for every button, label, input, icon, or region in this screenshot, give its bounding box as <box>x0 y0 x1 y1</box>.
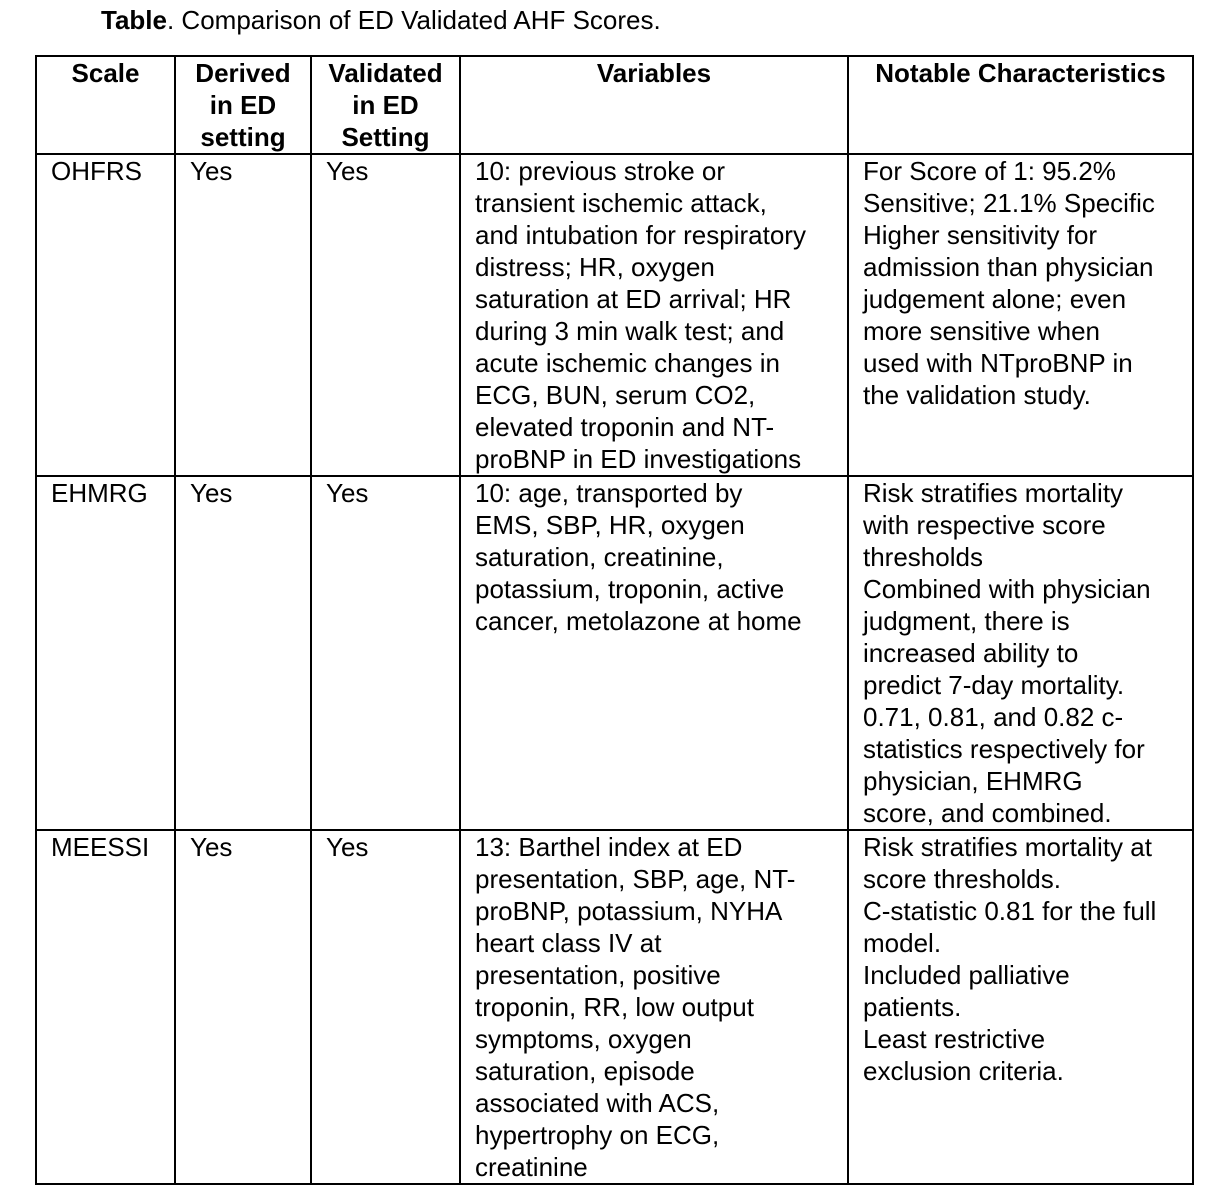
cell-notable-line: Risk stratifies mortality at <box>863 832 1152 862</box>
cell-notable <box>848 476 1193 830</box>
cell-variables-line: troponin, RR, low output <box>475 992 754 1022</box>
cell-variables <box>460 154 848 476</box>
cell-variables-line: during 3 min walk test; and <box>475 316 785 346</box>
cell-variables-line: acute ischemic changes in <box>475 348 780 378</box>
cell-notable-line: score thresholds. <box>863 864 1061 894</box>
cell-variables-line: potassium, troponin, active <box>475 574 785 604</box>
cell-notable-line: For Score of 1: 95.2% <box>863 156 1116 186</box>
cell-notable-line: judgement alone; even <box>863 284 1127 314</box>
cell-variables-line: cancer, metolazone at home <box>475 606 802 636</box>
table-row-ehmrg <box>36 476 1193 830</box>
cell-variables-line: proBNP, potassium, NYHA <box>475 896 783 926</box>
cell-variables-line: ECG, BUN, serum CO2, <box>475 380 756 410</box>
cell-notable-line: patients. <box>863 992 962 1022</box>
header-variables <box>460 56 848 154</box>
cell-variables-line: elevated troponin and NT- <box>475 412 775 442</box>
cell-variables-line: distress; HR, oxygen <box>475 252 715 282</box>
cell-notable-line: physician, EHMRG <box>863 766 1083 796</box>
cell-validated: Yes <box>311 830 460 1184</box>
header-derived-line: Derived <box>195 58 291 88</box>
cell-variables-line: saturation, episode <box>475 1056 695 1086</box>
table-header-row <box>36 56 1193 154</box>
header-validated <box>311 56 460 154</box>
cell-notable-line: thresholds <box>863 542 983 572</box>
cell-variables-line: creatinine <box>475 1152 588 1182</box>
cell-validated: Yes <box>311 476 460 830</box>
header-validated-line: in ED <box>352 90 419 120</box>
cell-variables-line: hypertrophy on ECG, <box>475 1120 720 1150</box>
cell-notable-line: increased ability to <box>863 638 1079 668</box>
cell-variables-line: saturation, creatinine, <box>475 542 724 572</box>
caption-label: Table <box>101 5 167 35</box>
cell-variables-line: EMS, SBP, HR, oxygen <box>475 510 745 540</box>
header-derived-line: in ED <box>209 90 277 120</box>
cell-scale: EHMRG <box>36 476 175 830</box>
comparison-table <box>35 55 1194 1185</box>
cell-notable-line: C-statistic 0.81 for the full <box>863 896 1157 926</box>
cell-notable-line: used with NTproBNP in <box>863 348 1133 378</box>
cell-variables-line: saturation at ED arrival; HR <box>475 284 792 314</box>
header-notable <box>848 56 1193 154</box>
cell-variables-line: and intubation for respiratory <box>475 220 806 250</box>
header-scale-line: Scale <box>71 58 140 88</box>
cell-variables-line: symptoms, oxygen <box>475 1024 692 1054</box>
table-row-ohfrs <box>36 154 1193 476</box>
cell-notable <box>848 830 1193 1184</box>
cell-notable-line: model. <box>863 928 942 958</box>
header-variables-line: Variables <box>596 58 712 88</box>
cell-notable-line: the validation study. <box>863 380 1091 410</box>
cell-notable-line: Least restrictive <box>863 1024 1046 1054</box>
cell-variables-line: 13: Barthel index at ED <box>475 832 743 862</box>
cell-derived: Yes <box>175 476 311 830</box>
cell-variables-line: 10: previous stroke or <box>475 156 726 186</box>
cell-variables-line: 10: age, transported by <box>475 478 743 508</box>
cell-notable-line: admission than physician <box>863 252 1154 282</box>
header-scale <box>36 56 175 154</box>
cell-scale: OHFRS <box>36 154 175 476</box>
cell-variables <box>460 830 848 1184</box>
cell-notable-line: Sensitive; 21.1% Specific <box>863 188 1155 218</box>
cell-notable-line: Risk stratifies mortality <box>863 478 1124 508</box>
header-derived-line: setting <box>200 122 286 152</box>
cell-variables-line: proBNP in ED investigations <box>475 444 802 474</box>
header-notable-line: Notable Characteristics <box>875 58 1166 88</box>
header-validated-line: Setting <box>341 122 430 152</box>
header-validated-line: Validated <box>328 58 443 88</box>
cell-scale: MEESSI <box>36 830 175 1184</box>
header-derived <box>175 56 311 154</box>
cell-validated: Yes <box>311 154 460 476</box>
cell-derived: Yes <box>175 830 311 1184</box>
cell-notable-line: exclusion criteria. <box>863 1056 1064 1086</box>
cell-notable-line: Combined with physician <box>863 574 1151 604</box>
cell-notable-line: score, and combined. <box>863 798 1112 828</box>
cell-notable-line: more sensitive when <box>863 316 1100 346</box>
cell-derived: Yes <box>175 154 311 476</box>
table-caption <box>101 3 661 37</box>
cell-notable-line: 0.71, 0.81, and 0.82 c- <box>863 702 1124 732</box>
cell-notable-line: Included palliative <box>863 960 1070 990</box>
caption-text: . Comparison of ED Validated AHF Scores. <box>166 5 661 35</box>
cell-notable-line: statistics respectively for <box>863 734 1145 764</box>
cell-variables <box>460 476 848 830</box>
cell-variables-line: presentation, positive <box>475 960 721 990</box>
table-row-meessi <box>36 830 1193 1184</box>
cell-variables-line: associated with ACS, <box>475 1088 720 1118</box>
cell-notable-line: predict 7-day mortality. <box>863 670 1125 700</box>
cell-notable-line: judgment, there is <box>863 606 1070 636</box>
cell-variables-line: presentation, SBP, age, NT- <box>475 864 796 894</box>
cell-notable-line: Higher sensitivity for <box>863 220 1098 250</box>
cell-variables-line: heart class IV at <box>475 928 662 958</box>
cell-notable-line: with respective score <box>863 510 1106 540</box>
cell-variables-line: transient ischemic attack, <box>475 188 767 218</box>
cell-notable <box>848 154 1193 476</box>
